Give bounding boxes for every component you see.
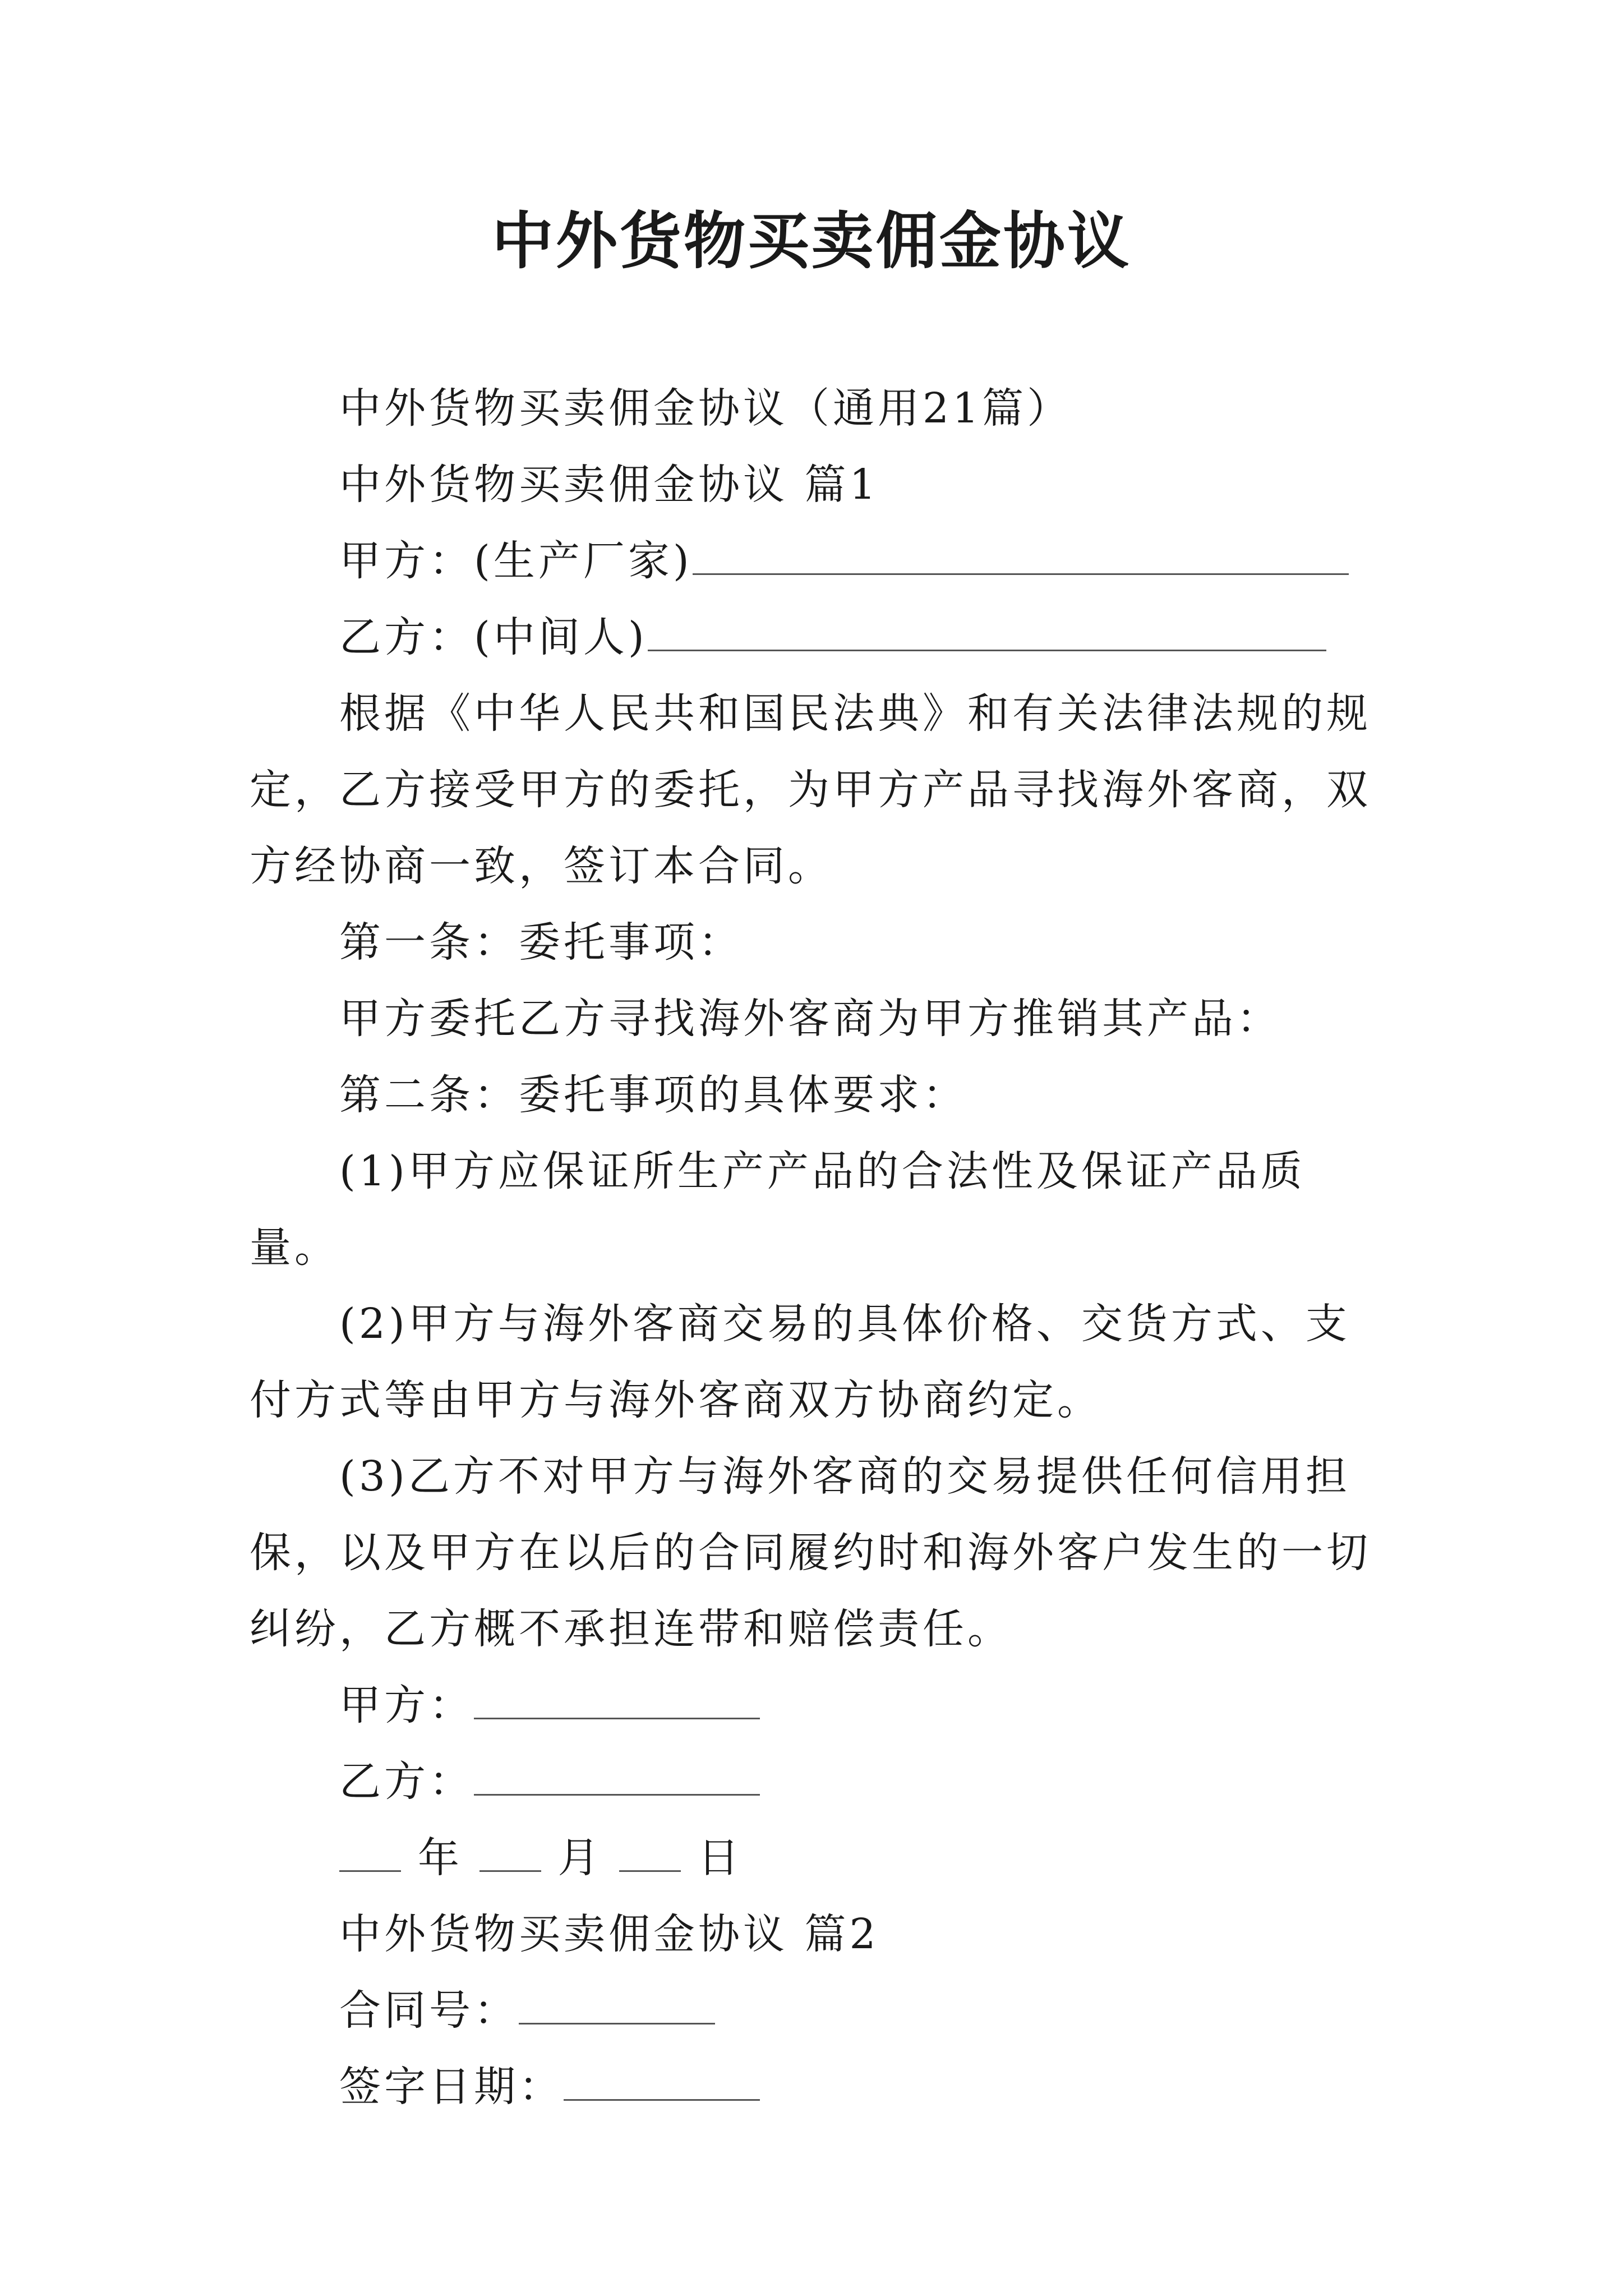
- sign-date-label: 签字日期：: [339, 2063, 564, 2111]
- article-1-heading: 第一条：委托事项：: [339, 918, 743, 967]
- section-heading-1: 中外货物买卖佣金协议 篇1: [339, 461, 879, 509]
- contract-number-label: 合同号：: [339, 1986, 519, 2035]
- date-line: [250, 1820, 1394, 1896]
- paragraph-preamble: 根据《中华人民共和国民法典》和有关法律法规的规定，乙方接受甲方的委托，为甲方产品寻找海外客商，双方经协商一致，签订本合同。: [250, 689, 1371, 890]
- signature-party-b-label: 乙方：: [339, 1757, 474, 1806]
- signature-party-b: [250, 1743, 1394, 1820]
- signature-party-b-blank: [474, 1752, 760, 1796]
- day-label: 日: [698, 1834, 743, 1882]
- contract-number-blank: [519, 1981, 715, 2024]
- party-b-blank: [648, 608, 1326, 651]
- article-1-body: 甲方委托乙方寻找海外客商为甲方推销其产品：: [339, 995, 1281, 1043]
- party-a-line: [250, 523, 1394, 599]
- month-label: 月: [557, 1834, 603, 1882]
- signature-party-a: [250, 1667, 1394, 1743]
- year-label: 年: [418, 1834, 463, 1882]
- article-2-heading: 第二条：委托事项的具体要求：: [339, 1071, 967, 1119]
- article-2-item-3: (3)乙方不对甲方与海外客商的交易提供任何信用担保，以及甲方在以后的合同履约时和海外客户发生的一切纠纷，乙方概不承担连带和赔偿责任。: [250, 1452, 1371, 1653]
- sign-date-line: [250, 2049, 1394, 2125]
- month-blank: [479, 1829, 541, 1872]
- party-b-label: 乙方：(中间人): [339, 613, 648, 661]
- article-2-item-1: (1)甲方应保证所生产产品的合法性及保证产品质量。: [250, 1147, 1306, 1272]
- section-heading-2: 中外货物买卖佣金协议 篇2: [339, 1910, 879, 1958]
- article-2-item-2: (2)甲方与海外客商交易的具体价格、交货方式、支付方式等由甲方与海外客商双方协商约定。: [250, 1300, 1350, 1424]
- document-body: [250, 370, 1394, 2125]
- year-blank: [339, 1829, 401, 1872]
- signature-party-a-blank: [474, 1676, 760, 1719]
- party-b-line: [250, 599, 1394, 675]
- document-title: 中外货物买卖佣金协议: [492, 205, 1131, 277]
- signature-party-a-label: 甲方：: [339, 1681, 474, 1729]
- party-a-blank: [693, 532, 1349, 575]
- sign-date-blank: [564, 2058, 760, 2101]
- paragraph-subtitle: 中外货物买卖佣金协议（通用21篇）: [339, 384, 1072, 432]
- day-blank: [619, 1829, 681, 1872]
- party-a-label: 甲方：(生产厂家): [339, 537, 693, 585]
- contract-number-line: [250, 1972, 1394, 2049]
